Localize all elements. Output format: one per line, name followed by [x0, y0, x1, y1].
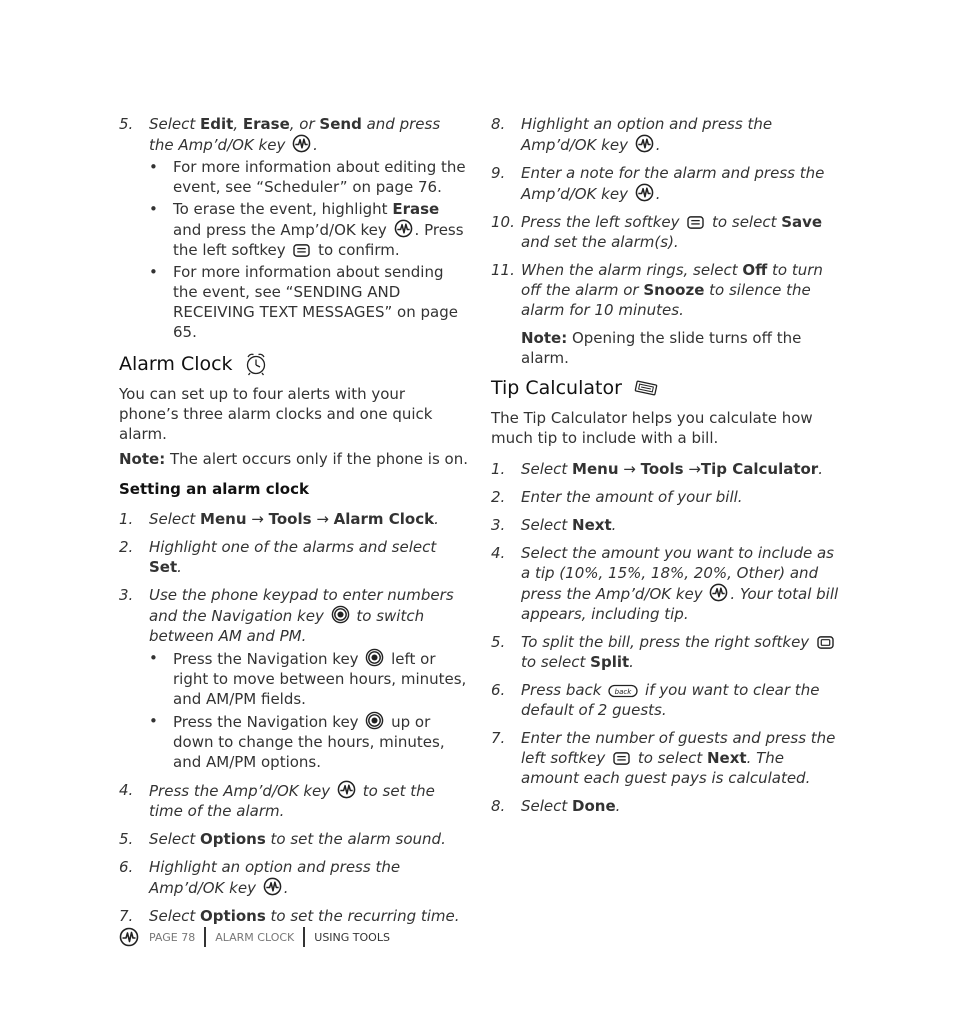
alarm-step-5: 5. Select Options to set the alarm sound.	[119, 830, 446, 848]
amp-ok-key-icon	[709, 583, 728, 602]
footer-divider	[204, 927, 206, 947]
alarm-step-2: 2. Highlight one of the alarms and select Set.	[119, 538, 437, 576]
tip-calculator-heading: Tip Calculator	[491, 374, 841, 402]
left-column	[119, 114, 469, 934]
alarm-step-3: 3. Use the phone keypad to enter numbers and the Navigation key to switch between AM and PM. • Press the Navigation key left or right to move between hours, minutes, and AM/PM fields. • Press the Navigation key up or down to change the hours, minutes, and AM/PM options.	[119, 585, 469, 772]
send-label: Send	[319, 115, 362, 133]
list-item: • Press the Navigation key left or right to move between hours, minutes, and AM/PM fields.	[149, 648, 469, 709]
footer-section: ALARM CLOCK	[215, 930, 295, 944]
alarm-step-10: 10. Press the left softkey to select Save and set the alarm(s).	[491, 213, 823, 251]
tip-step-7: 7. Enter the number of guests and press the left softkey to select Next. The amount each guest pays is calculated.	[491, 729, 836, 787]
alarm-step-11: 11. When the alarm rings, select Off to turn off the alarm or Snooze to silence the alarm for 10 minutes.	[491, 261, 823, 319]
alarm-step-8: 8. Highlight an option and press the Amp’d/OK key .	[491, 115, 773, 154]
amp-logo-icon	[119, 927, 139, 947]
footer-divider	[303, 927, 305, 947]
amp-ok-key-icon	[292, 134, 311, 153]
left-softkey-icon	[686, 215, 705, 230]
amp-ok-key-icon	[394, 219, 413, 238]
tip-step-5: 5. To split the bill, press the right softkey to select Split.	[491, 632, 841, 672]
list-item: • For more information about sending the event, see “SENDING AND RECEIVING TEXT MESSAGES” on page 65.	[149, 262, 469, 342]
setting-alarm-heading: Setting an alarm clock	[119, 480, 309, 498]
alarm-step-4: 4. Press the Amp’d/OK key to set the time of the alarm.	[119, 781, 435, 820]
left-softkey-icon	[612, 751, 631, 766]
alarm-note: Note: The alert occurs only if the phone is on.	[119, 450, 468, 468]
navigation-key-icon	[331, 605, 350, 624]
alarm-clock-icon	[245, 352, 267, 376]
tip-step-3: 3. Select Next.	[491, 516, 617, 534]
list-item: • Press the Navigation key up or down to change the hours, minutes, and AM/PM options.	[149, 711, 469, 772]
step-5-edit-erase-send: 5. Select Edit, Erase, or Send and press the Amp’d/OK key . • For more information about editing the event, see “Scheduler” on page 76. • To erase the event, highlight Erase and press the Amp’d/OK key . Press the left softkey to confirm. • For more information about sending the event, see “SENDING AND RECEIVING TEXT MESSAGES” on page 65.	[119, 114, 469, 342]
amp-ok-key-icon	[337, 780, 356, 799]
left-softkey-icon	[292, 243, 311, 258]
step-3-bullets	[149, 648, 469, 772]
svg-text:back: back	[614, 688, 632, 696]
navigation-key-icon	[365, 711, 384, 730]
alarm-step-6: 6. Highlight an option and press the Amp’d/OK key .	[119, 858, 401, 897]
tip-step-1: 1. Select Menu → Tools →Tip Calculator.	[491, 460, 823, 478]
alarm-step-1: 1. Select Menu → Tools → Alarm Clock.	[119, 510, 439, 528]
alarm-clock-heading: Alarm Clock	[119, 350, 469, 378]
amp-ok-key-icon	[263, 877, 282, 896]
amp-ok-key-icon	[635, 183, 654, 202]
list-item: • To erase the event, highlight Erase and press the Amp’d/OK key . Press the left softkey to confirm.	[149, 199, 469, 260]
erase-label: Erase	[242, 115, 290, 133]
list-item: • For more information about editing the event, see “Scheduler” on page 76.	[149, 157, 469, 197]
tip-step-4: 4. Select the amount you want to include as a tip (10%, 15%, 18%, 20%, Other) and press the Amp’d/OK key . Your total bill appears, including tip.	[491, 544, 839, 623]
tip-step-8: 8. Select Done.	[491, 797, 621, 815]
page-footer	[119, 924, 390, 950]
edit-label: Edit	[200, 115, 234, 133]
tip-step-2: 2. Enter the amount of your bill.	[491, 488, 743, 506]
tip-calculator-icon	[634, 379, 658, 397]
amp-ok-key-icon	[635, 134, 654, 153]
step-5-bullets	[149, 157, 469, 342]
back-key-icon	[608, 684, 638, 698]
tip-step-6: 6. Press back back if you want to clear the default of 2 guests.	[491, 681, 820, 719]
tip-intro: The Tip Calculator helps you calculate how much tip to include with a bill.	[491, 409, 813, 447]
alarm-step-9: 9. Enter a note for the alarm and press the Amp’d/OK key .	[491, 164, 825, 203]
alarm-step-7: 7. Select Options to set the recurring time.	[119, 907, 460, 925]
navigation-key-icon	[365, 648, 384, 667]
step-number: 5.	[119, 115, 134, 133]
alarm-intro: You can set up to four alerts with your phone’s three alarm clocks and one quick alarm.	[119, 385, 433, 443]
right-softkey-icon	[816, 635, 835, 650]
page-number: PAGE 78	[149, 930, 196, 944]
right-column	[491, 114, 841, 824]
alarm-slide-note: Note: Opening the slide turns off the alarm.	[521, 329, 802, 367]
footer-chapter: USING TOOLS	[314, 930, 390, 944]
